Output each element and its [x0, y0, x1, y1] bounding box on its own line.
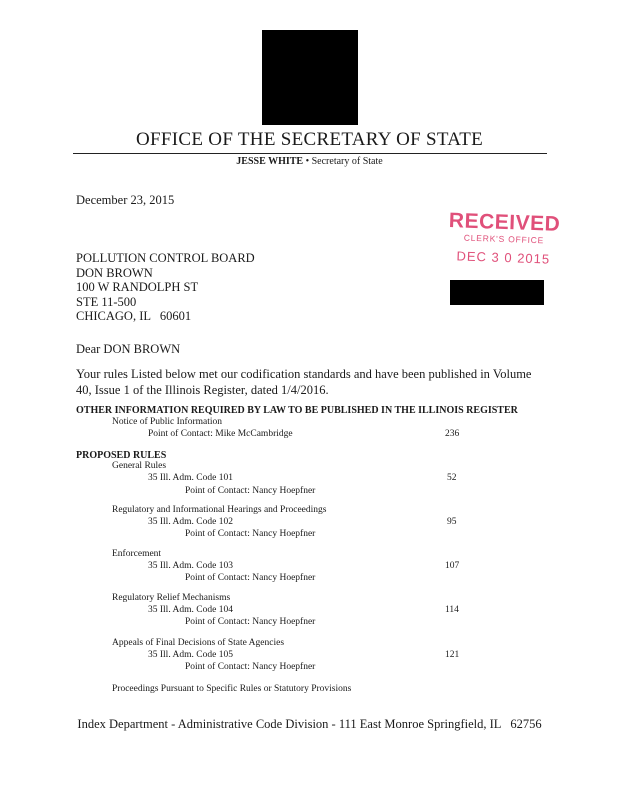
page-number: 114	[445, 605, 459, 615]
item-title: Notice of Public Information	[112, 417, 223, 427]
page-number: 236	[445, 429, 460, 439]
address-line: STE 11-500	[76, 294, 137, 309]
item-title: Enforcement	[112, 549, 162, 559]
address-line: CHICAGO, IL 60601	[76, 309, 192, 323]
admin-code: 35 Ill. Adm. Code 104	[148, 605, 233, 615]
item-title-trailing: Proceedings Pursuant to Specific Rules or Statutory Provisions	[112, 684, 352, 694]
point-of-contact: Point of Contact: Nancy Hoepfner	[185, 617, 316, 627]
section-title-other-info: OTHER INFORMATION REQUIRED BY LAW TO BE PUBLISHED IN THE ILLINOIS REGISTER	[76, 405, 518, 416]
section-title-proposed: PROPOSED RULES	[76, 450, 167, 461]
point-of-contact: Point of Contact: Nancy Hoepfner	[185, 662, 316, 672]
secretary-name: JESSE WHITE	[236, 156, 304, 167]
page-number: 52	[447, 473, 457, 483]
admin-code: 35 Ill. Adm. Code 101	[148, 473, 233, 483]
address-line: DON BROWN	[76, 265, 153, 280]
footer-address: Index Department - Administrative Code Division - 111 East Monroe Springfield, IL 62756	[77, 717, 542, 731]
separator-dot: •	[303, 156, 312, 167]
stamp-title: RECEIVED	[448, 209, 561, 236]
page-number: 121	[445, 650, 460, 660]
item-title: Regulatory and Informational Hearings and Proceedings	[112, 505, 327, 515]
heading-divider	[73, 153, 547, 154]
stamp-date: DEC 3 0 2015	[456, 248, 551, 267]
address-line: POLLUTION CONTROL BOARD	[76, 251, 255, 265]
recipient-address	[76, 251, 255, 324]
page-title: OFFICE OF THE SECRETARY OF STATE	[135, 129, 484, 150]
admin-code: 35 Ill. Adm. Code 105	[148, 650, 233, 660]
greeting: Dear DON BROWN	[76, 342, 181, 356]
secretary-line	[0, 156, 619, 167]
admin-code: 35 Ill. Adm. Code 102	[148, 517, 233, 527]
page-number: 95	[447, 517, 457, 527]
redacted-block	[450, 280, 544, 305]
address-line: 100 W RANDOLPH ST	[76, 280, 199, 294]
point-of-contact: Point of Contact: Nancy Hoepfner	[185, 529, 316, 539]
item-title: Appeals of Final Decisions of State Agencies	[112, 638, 285, 648]
stamp-office: CLERK'S OFFICE	[463, 232, 545, 246]
letter-body: Your rules Listed below met our codification standards and have been published in Volume 40, Issue 1 of the Illinois Register, dated 1/4/2016.	[76, 367, 532, 397]
point-of-contact: Point of Contact: Mike McCambridge	[148, 429, 293, 439]
secretary-title: Secretary of State	[311, 156, 383, 167]
received-stamp	[447, 210, 561, 267]
item-title: Regulatory Relief Mechanisms	[112, 593, 231, 603]
letter-date: December 23, 2015	[76, 193, 175, 207]
item-title: General Rules	[112, 461, 167, 471]
redacted-seal	[262, 30, 358, 125]
point-of-contact: Point of Contact: Nancy Hoepfner	[185, 573, 316, 583]
admin-code: 35 Ill. Adm. Code 103	[148, 561, 233, 571]
page-number: 107	[445, 561, 460, 571]
point-of-contact: Point of Contact: Nancy Hoepfner	[185, 486, 316, 496]
